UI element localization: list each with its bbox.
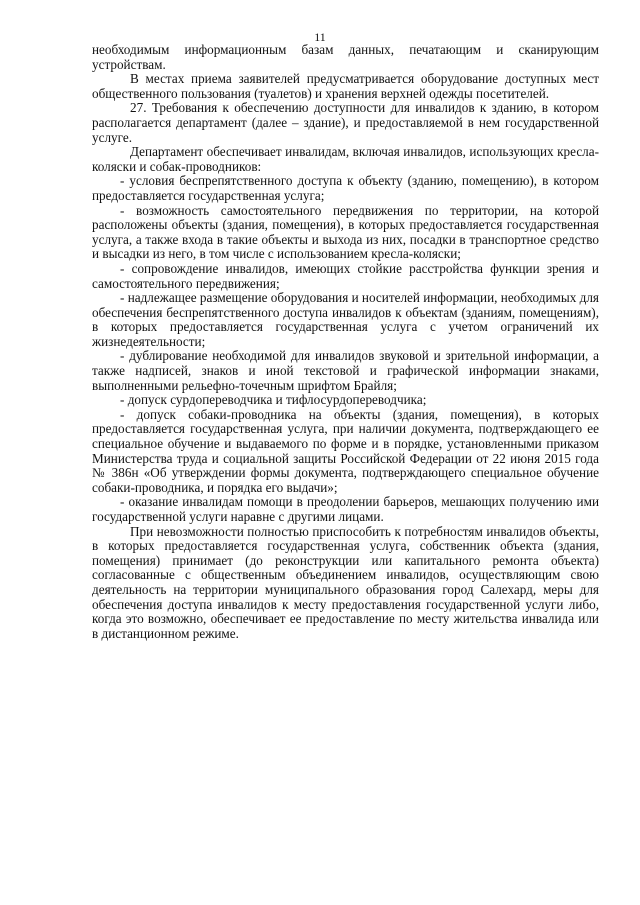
list-item-escort: - сопровождение инвалидов, имеющих стойкие расстройства функции зрения и самостоятельного передвижения;	[92, 260, 599, 291]
paragraph-continuation: необходимым информационным базам данных, печатающим и сканирующим устройствам.	[92, 42, 599, 72]
list-item-equipment-placement: - надлежащее размещение оборудования и носителей информации, необходимых для обеспечения беспрепятственного доступа инвалидов к объектам (зданиям, помещениям), в которых предоставляется государственная услуга с учетом ограничений их жизнедеятельности;	[92, 290, 599, 349]
list-item-access-conditions: - условия беспрепятственного доступа к объекту (зданию, помещению), в котором предоставляется государственная услуга;	[92, 173, 599, 203]
paragraph-item-27: 27. Требования к обеспечению доступности для инвалидов к зданию, в котором располагается департамент (далее – здание), и предоставляемой в нем государственной услуге.	[92, 100, 599, 145]
document-body	[92, 43, 599, 641]
paragraph-alternative-measures: При невозможности полностью приспособить к потребностям инвалидов объекты, в которых предоставляется государственная услуга, собственник объекта (здания, помещения) принимает (до реконструкции или капитального ремонта объекта) согласованные с общественным объединением инвалидов, осуществляющим свою деятельность на территории муниципального образования город Салехард, меры для обеспечения доступа инвалидов к месту предоставления государственной услуги либо, когда это возможно, обеспечивает ее предоставление по месту жительства инвалида или в дистанционном режиме.	[92, 523, 599, 641]
list-item-independent-movement: - возможность самостоятельного передвижения по территории, на которой расположены объекты (здания, помещения), в которых предоставляется государственная услуга, а также входа в такие объекты и выхода из них, посадки в транспортное средство и высадки из него, в том числе с использованием кресла-коляски;	[92, 202, 599, 262]
paragraph-department-provides: Департамент обеспечивает инвалидам, включая инвалидов, использующих кресла-коляски и собак-проводников:	[92, 144, 599, 174]
list-item-interpreter-admission: - допуск сурдопереводчика и тифлосурдопереводчика;	[120, 392, 427, 408]
list-item-barrier-assistance: - оказание инвалидам помощи в преодолении барьеров, мешающих получению ими государственной услуги наравне с другими лицами.	[92, 494, 599, 524]
paragraph-reception-places: В местах приема заявителей предусматривается оборудование доступных мест общественного пользования (туалетов) и хранения верхней одежды посетителей.	[92, 71, 599, 101]
page-number: 11	[314, 30, 326, 44]
list-item-information-duplication: - дублирование необходимой для инвалидов звуковой и зрительной информации, а также надписей, знаков и иной текстовой и графической информации знаками, выполненными рельефно-точечным шрифтом Брайля;	[92, 348, 599, 393]
list-item-guide-dog-admission: - допуск собаки-проводника на объекты (здания, помещения), в которых предоставляется государственная услуга, при наличии документа, подтверждающего ее специальное обучение и выдаваемого по форме и в порядке, установленными приказом Министерства труда и социальной защиты Российской Федерации от 22 июня 2015 года № 386н «Об утверждении формы документа, подтверждающего специальное обучение собаки-проводника, и порядка его выдачи»;	[92, 406, 599, 495]
